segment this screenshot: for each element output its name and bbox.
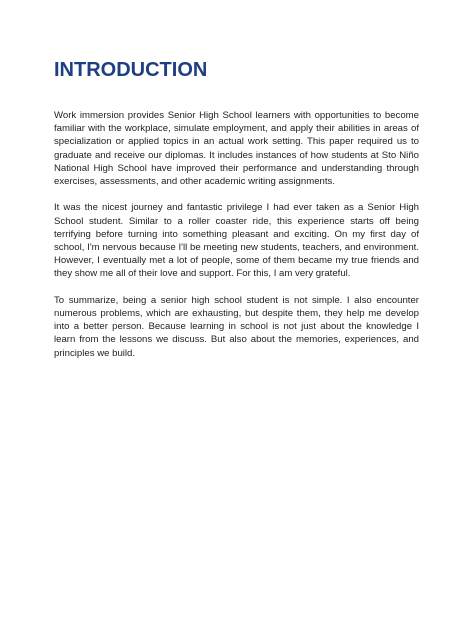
- paragraph-journey: It was the nicest journey and fantastic privilege I had ever taken as a Senior High School student. Similar to a roller coaster ride, this experience starts off being terrifying before turning into something pleasant and exciting. On my first day of school, I'm nervous because I'll be meeting new students, teachers, and environment. However, I eventually met a lot of people, some of them became my true friends and they show me all of their love and support. For this, I am very grateful.: [54, 202, 419, 280]
- document-body: [54, 109, 419, 373]
- paragraph-summary: To summarize, being a senior high school student is not simple. I also encounter numerous problems, which are exhausting, but despite them, they help me develop into a better person. Because learning in school is not just about the knowledge I learn from the lessons we discuss. But also about the memories, experiences, and principles we build.: [54, 294, 419, 359]
- paragraph-work-immersion: Work immersion provides Senior High School learners with opportunities to become familiar with the workplace, simulate employment, and apply their abilities in areas of specialization or applied topics in an actual work setting. This paper required us to graduate and receive our diplomas. It includes instances of how students at Sto Niño National High School have improved their performance and understanding through exercises, assessments, and other academic writing assignments.: [54, 110, 419, 188]
- document-title: INTRODUCTION: [54, 59, 208, 81]
